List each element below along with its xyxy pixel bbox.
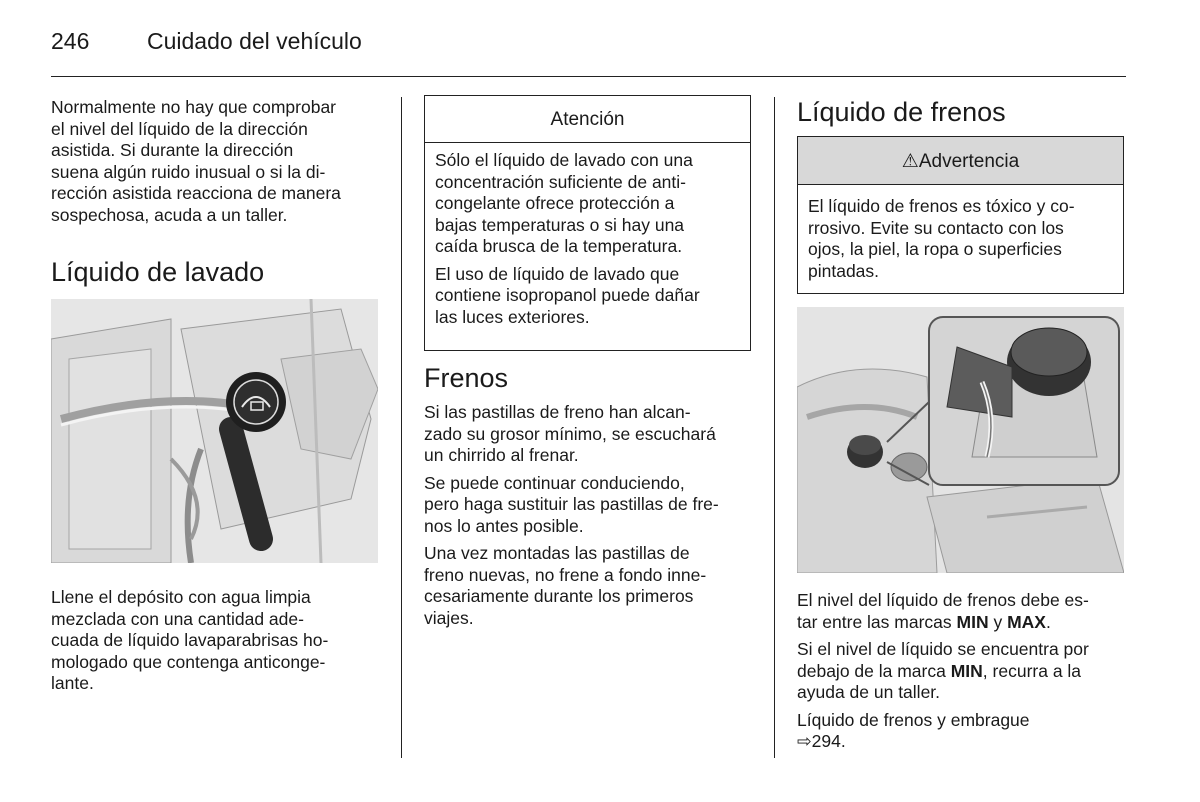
intro-paragraph: Normalmente no hay que comprobar el nivel del líquido de la dirección asistida. Si durante la dirección suena algún ruido inusual o si la di- rección asistida reacciona de manera sospechosa, acuda a un taller. <box>51 97 341 225</box>
column-divider-left <box>401 97 402 758</box>
warning-header <box>798 137 1123 185</box>
warning-box <box>797 136 1124 294</box>
washer-reservoir-drawing <box>51 299 378 563</box>
cross-reference[interactable]: Líquido de frenos y embrague ⇨294. <box>797 709 1030 751</box>
brake-fluid-paragraph-2: Si el nivel de líquido se encuentra por debajo de la marca MIN, recurra a la ayuda de un taller. <box>797 639 1089 702</box>
heading-brake-fluid: Líquido de frenos <box>797 97 1006 127</box>
washer-reservoir-illustration <box>51 299 378 563</box>
section-title: Cuidado del vehículo <box>147 28 362 54</box>
reference-page[interactable]: 294. <box>811 731 846 751</box>
column-1 <box>51 97 386 226</box>
brake-reservoir-drawing <box>797 307 1124 573</box>
page-number: 246 <box>51 28 90 54</box>
column-3-body <box>797 590 1132 753</box>
brakes-paragraph-2: Se puede continuar conduciendo, pero haga sustituir las pastillas de fre- nos lo antes posible. <box>424 472 719 536</box>
heading-brakes: Frenos <box>424 363 509 393</box>
warning-title: Advertencia <box>918 151 1020 172</box>
attention-paragraph-1: Sólo el líquido de lavado con una concentración suficiente de anti- congelante ofrece protección a bajas temperaturas o si hay una caída brusca de la temperatura. <box>435 150 693 256</box>
attention-title: Atención <box>425 96 750 143</box>
min-mark: MIN <box>956 611 989 632</box>
brake-fluid-paragraph-1: El nivel del líquido de frenos debe es- tar entre las marcas MIN y MAX. <box>797 590 1089 632</box>
arrow-right-icon: ⇨ <box>797 731 812 751</box>
warning-paragraph: El líquido de frenos es tóxico y co- rrosivo. Evite su contacto con los ojos, la piel, la ropa o superficies pintadas. <box>808 196 1075 281</box>
attention-box <box>424 95 751 351</box>
warning-icon: ⚠ <box>901 151 919 172</box>
column-1-body <box>51 587 386 695</box>
brakes-paragraph-1: Si las pastillas de freno han alcan- zado su grosor mínimo, se escuchará un chirrido al frenar. <box>424 402 716 465</box>
washer-fluid-paragraph: Llene el depósito con agua limpia mezclada con una cantidad ade- cuada de líquido lavaparabrisas ho- mologado que contenga anticonge- lante. <box>51 587 329 693</box>
header-rule <box>51 76 1126 77</box>
column-2-body <box>424 402 759 629</box>
heading-washer-fluid: Líquido de lavado <box>51 257 265 287</box>
column-divider-right <box>774 97 775 758</box>
attention-paragraph-2: El uso de líquido de lavado que contiene isopropanol puede dañar las luces exteriores. <box>435 263 700 327</box>
max-mark: MAX <box>1007 611 1046 632</box>
brake-reservoir-illustration <box>797 307 1124 573</box>
min-mark-2: MIN <box>950 660 983 681</box>
brakes-paragraph-3: Una vez montadas las pastillas de freno nuevas, no frene a fondo inne- cesariamente durante los primeros viajes. <box>424 543 707 628</box>
